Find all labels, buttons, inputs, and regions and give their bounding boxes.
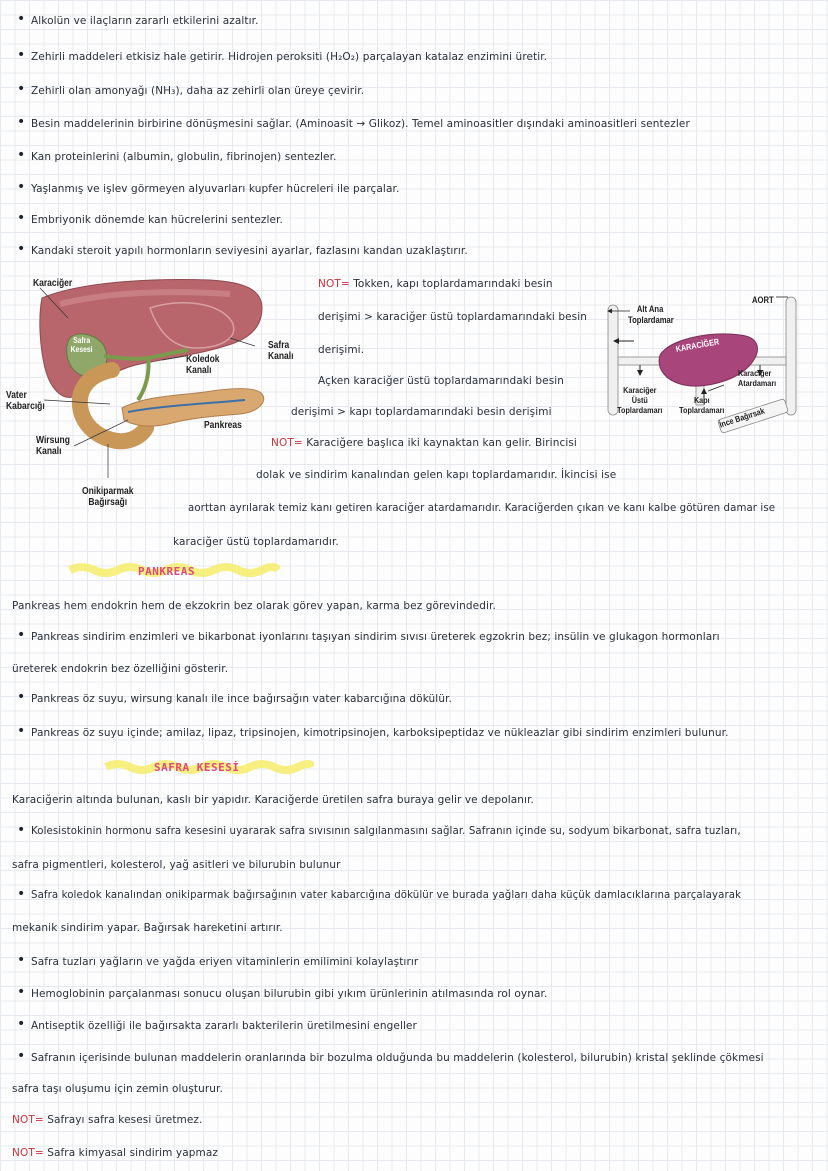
liver-function-item: • Kan proteinlerini (albumin, globulin, fibrinojen) sentezler. xyxy=(31,150,337,164)
label-kapi: Kapı Toplardamarı xyxy=(679,395,725,415)
label-atar: Karaciğer Atardamarı xyxy=(738,368,777,388)
pankreas-item: • Pankreas öz suyu, wirsung kanalı ile ince bağırsağın vater kabarcığına dökülür. xyxy=(31,692,452,706)
note1-line: derişimi > kapı toplardamarındaki besin derişimi xyxy=(291,406,552,418)
note1-line: derişimi > karaciğer üstü toplardamarındaki besin xyxy=(318,311,587,323)
label-safra-kesesi: Safra Kesesi xyxy=(70,336,93,354)
note2-line xyxy=(271,436,577,450)
safra-note-text: Safra kimyasal sindirim yapmaz xyxy=(47,1147,219,1159)
note2-line: dolak ve sindirim kanalından gelen kapı toplardamarıdır. İkincisi ise xyxy=(256,469,617,481)
label-ustu: Karaciğer Üstü Toplardamarı xyxy=(617,385,663,415)
safra-item: • Safra koledok kanalından onikiparmak bağırsağının vater kabarcığına dökülür ve burada yağları daha küçük damlacıklarına parçalayarak xyxy=(31,889,741,903)
label-karaciger: Karaciğer xyxy=(33,278,73,289)
liver-function-item: • Yaşlanmış ve işlev görmeyen alyuvarları kupfer hücreleri ile parçalar. xyxy=(31,182,399,196)
note2-line: karaciğer üstü toplardamarıdır. xyxy=(173,536,339,548)
note-label: NOT= xyxy=(12,1147,44,1159)
safra-note-text: Safrayı safra kesesi üretmez. xyxy=(47,1114,203,1126)
note2-line: aorttan ayrılarak temiz kanı getiren karaciğer atardamarıdır. Karaciğerden çıkan ve kanı kalbe götüren damar ise xyxy=(188,503,776,514)
pankreas-item: • Pankreas öz suyu içinde; amilaz, lipaz, tripsinojen, kimotripsinojen, karboksipeptidaz ve nükleazlar gibi sindirim enzimleri bulunur. xyxy=(31,726,729,740)
label-vater: Vater Kabarcığı xyxy=(6,390,45,412)
pankreas-intro: Pankreas hem endokrin hem de ekzokrin bez olarak görev yapan, karma bez görevindedir. xyxy=(12,600,496,612)
note1-line: Açken karaciğer üstü toplardamarındaki besin xyxy=(318,375,565,387)
note2-text: Karaciğere başlıca iki kaynaktan kan gelir. Birincisi xyxy=(306,437,577,449)
liver-function-item: • Zehirli maddeleri etkisiz hale getirir. Hidrojen peroksiti (H₂O₂) parçalayan katalaz enzimini üretir. xyxy=(31,50,547,64)
safra-item: • Safra tuzları yağların ve yağda eriyen vitaminlerin emilimini kolaylaştırır xyxy=(31,955,418,969)
pankreas-item-cont: üreterek endokrin bez özelliğini gösterir. xyxy=(12,663,229,675)
pankreas-item: • Pankreas sindirim enzimleri ve bikarbonat iyonlarını taşıyan sindirim sıvısı üreterek egzokrin bez; insülin ve glukagon hormonları xyxy=(31,630,720,644)
liver-function-item: • Alkolün ve ilaçların zararlı etkilerini azaltır. xyxy=(31,14,259,28)
safra-item: • Safranın içerisinde bulunan maddelerin oranlarında bir bozulma olduğunda bu maddelerin (kolesterol, bilurubin) kristal şeklinde çökmesi xyxy=(31,1051,764,1065)
safra-note xyxy=(12,1113,202,1127)
note1-text: Tokken, kapı toplardamarındaki besin xyxy=(353,278,553,290)
liver-function-item: • Embriyonik dönemde kan hücrelerini sentezler. xyxy=(31,213,283,227)
label-onikiparmak: Onikiparmak Bağırsağı xyxy=(81,486,134,508)
safra-intro: Karaciğerin altında bulunan, kaslı bir yapıdır. Karaciğerde üretilen safra buraya gelir ve depolanır. xyxy=(12,794,534,806)
safra-item: • Hemoglobinin parçalanması sonucu oluşan bilurubin gibi yıkım ürünlerinin atılmasında rol oynar. xyxy=(31,987,547,1001)
label-pankreas: Pankreas xyxy=(204,420,242,431)
label-wirsung: Wirsung Kanalı xyxy=(36,435,70,457)
liver-function-item: • Besin maddelerinin birbirine dönüşmesini sağlar. (Aminoasit → Glikoz). Temel aminoasitler dışındaki aminoasitleri sentezler xyxy=(31,117,690,131)
liver-function-item: • Kandaki steroit yapılı hormonların seviyesini ayarlar, fazlasını kandan uzaklaştırır. xyxy=(31,244,468,258)
note-label: NOT= xyxy=(271,437,303,449)
label-ince: İnce Bağırsak xyxy=(718,405,766,430)
safra-heading: SAFRA KESESİ xyxy=(154,761,240,774)
safra-note xyxy=(12,1146,218,1160)
label-karaciger-right: KARACİĞER xyxy=(675,336,720,354)
liver-function-item: • Zehirli olan amonyağı (NH₃), daha az zehirli olan üreye çevirir. xyxy=(31,84,364,98)
note1-line xyxy=(318,277,553,291)
label-safra-kanali: Safra Kanalı xyxy=(268,340,294,362)
note1-line: derişimi. xyxy=(318,344,365,356)
safra-item: • Kolesistokinin hormonu safra kesesini uyararak safra sıvısının salgılanmasını sağlar. Safranın içinde su, sodyum bikarbonat, safra tuzları, xyxy=(31,825,741,839)
safra-item-cont: safra pigmentleri, kolesterol, yağ asitleri ve bilurubin bulunur xyxy=(12,859,341,871)
pankreas-heading: PANKREAS xyxy=(138,565,195,578)
digestive-organs-diagram xyxy=(0,268,300,518)
note-label: NOT= xyxy=(318,278,350,290)
label-aort: AORT xyxy=(752,295,774,305)
safra-item: • Antiseptik özelliği ile bağırsakta zararlı bakterilerin üretilmesini engeller xyxy=(31,1019,417,1033)
safra-item-cont: mekanik sindirim yapar. Bağırsak hareketini artırır. xyxy=(12,922,283,934)
label-alt-ana: Alt Ana Toplardamar xyxy=(628,304,674,325)
note-label: NOT= xyxy=(12,1114,44,1126)
label-koledok: Koledok Kanalı xyxy=(186,354,220,376)
safra-item-cont: safra taşı oluşumu için zemin oluşturur. xyxy=(12,1083,223,1095)
